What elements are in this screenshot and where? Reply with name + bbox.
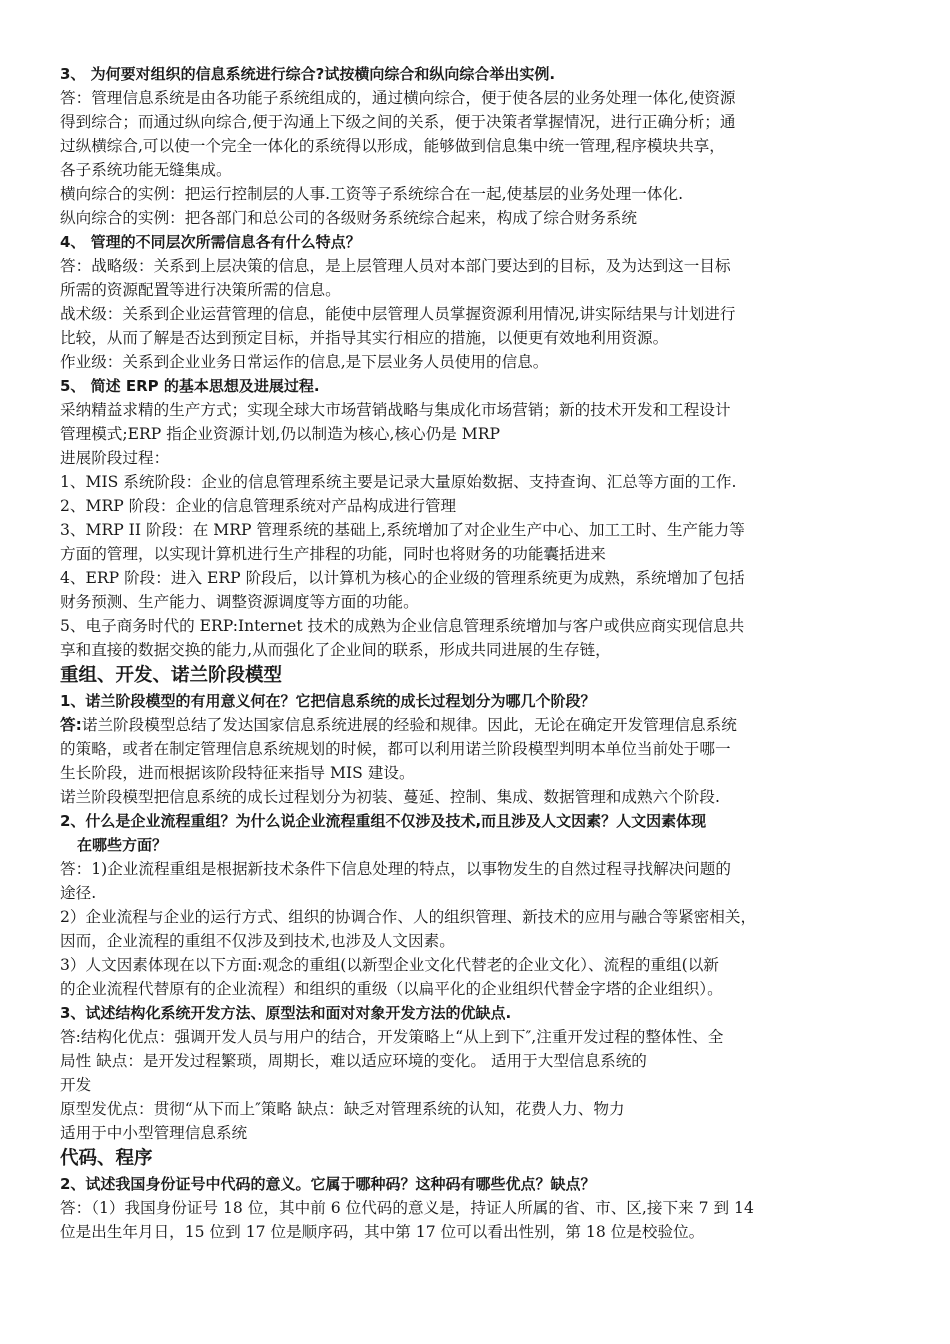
document-page bbox=[60, 62, 892, 1244]
text-line: 答：管理信息系统是由各功能子系统组成的，通过横向综合，便于使各层的业务处理一体化,使资源 bbox=[60, 89, 736, 107]
text-line: 的企业流程代替原有的企业流程）和组织的重级（以扁平化的企业组织代替金字塔的企业组织）。 bbox=[60, 980, 723, 998]
text-line: 答：（1）我国身份证号 18 位，其中前 6 位代码的意义是，持证人所属的省、市、区,接下来 7 到 14 bbox=[60, 1199, 754, 1217]
text-line: 答:结构化优点：强调开发人员与用户的结合，开发策略上“从上到下″,注重开发过程的整体性、全 bbox=[60, 1028, 724, 1046]
answer-text: 诺兰阶段模型总结了发达国家信息系统进展的经验和规律。因此，无论在确定开发管理信息系统 bbox=[81, 716, 737, 734]
text-line: 位是出生年月日，15 位到 17 位是顺序码，其中第 17 位可以看出性别，第 18 位是校验位。 bbox=[60, 1223, 705, 1241]
text-line: 因而，企业流程的重组不仅涉及到技术,也涉及人文因素。 bbox=[60, 932, 455, 950]
text-line: 5、电子商务时代的 ERP:Internet 技术的成熟为企业信息管理系统增加与客户或供应商实现信息共 bbox=[60, 617, 745, 635]
question-line: 1、诺兰阶段模型的有用意义何在？它把信息系统的成长过程划分为哪几个阶段？ bbox=[60, 692, 596, 710]
question-line: 3、 为何要对组织的信息系统进行综合?试按横向综合和纵向综合举出实例. bbox=[60, 65, 556, 83]
section-heading: 代码、程序 bbox=[60, 1148, 153, 1169]
text-line: 的策略，或者在制定管理信息系统规划的时候，都可以利用诺兰阶段模型判明本单位当前处于哪一 bbox=[60, 740, 731, 758]
text-line: 采纳精益求精的生产方式；实现全球大市场营销战略与集成化市场营销；新的技术开发和工程设计 bbox=[60, 401, 731, 419]
text-line: 1、MIS 系统阶段：企业的信息管理系统主要是记录大量原始数据、支持查询、汇总等方面的工作. bbox=[60, 473, 737, 491]
text-line: 适用于中小型管理信息系统 bbox=[60, 1124, 248, 1142]
text-line: 各子系统功能无缝集成。 bbox=[60, 161, 232, 179]
text-line: 所需的资源配置等进行决策所需的信息。 bbox=[60, 281, 341, 299]
text-line: 得到综合；而通过纵向综合,便于沟通上下级之间的关系，便于决策者掌握情况，进行正确分析；通 bbox=[60, 113, 736, 131]
question-line: 5、 简述 ERP 的基本思想及进展过程. bbox=[60, 377, 320, 395]
question-line: 4、 管理的不同层次所需信息各有什么特点？ bbox=[60, 233, 361, 251]
text-line: 管理模式;ERP 指企业资源计划,仍以制造为核心,核心仍是 MRP bbox=[60, 425, 500, 443]
question-line: 在哪些方面？ bbox=[77, 836, 168, 854]
text-line: 3）人文因素体现在以下方面:观念的重组(以新型企业文化代替老的企业文化）、流程的重组(以新 bbox=[60, 956, 719, 974]
text-line: 3、MRP II 阶段：在 MRP 管理系统的基础上,系统增加了对企业生产中心、加工工时、生产能力等 bbox=[60, 521, 745, 539]
text-line: 途径. bbox=[60, 884, 97, 902]
answer-line bbox=[60, 713, 892, 737]
text-line: 诺兰阶段模型把信息系统的成长过程划分为初装、蔓延、控制、集成、数据管理和成熟六个阶段. bbox=[60, 788, 720, 806]
text-line: 方面的管理，以实现计算机进行生产排程的功能，同时也将财务的功能囊括进来 bbox=[60, 545, 606, 563]
text-line: 战术级：关系到企业运营管理的信息，能使中层管理人员掌握资源利用情况,讲实际结果与计划进行 bbox=[60, 305, 736, 323]
text-line: 作业级：关系到企业业务日常运作的信息,是下层业务人员使用的信息。 bbox=[60, 353, 549, 371]
text-line: 纵向综合的实例：把各部门和总公司的各级财务系统综合起来，构成了综合财务系统 bbox=[60, 209, 637, 227]
text-line: 答：1)企业流程重组是根据新技术条件下信息处理的特点，以事物发生的自然过程寻找解决问题的 bbox=[60, 860, 731, 878]
question-line: 2、什么是企业流程重组？为什么说企业流程重组不仅涉及技术,而且涉及人文因素？人文因素体现 bbox=[60, 812, 707, 830]
text-line: 横向综合的实例：把运行控制层的人事.工资等子系统综合在一起,使基层的业务处理一体化. bbox=[60, 185, 684, 203]
text-line: 开发 bbox=[60, 1076, 92, 1094]
text-line: 进展阶段过程： bbox=[60, 449, 170, 467]
text-line: 财务预测、生产能力、调整资源调度等方面的功能。 bbox=[60, 593, 419, 611]
text-line: 局性 缺点：是开发过程繁琐，周期长，难以适应环境的变化。 适用于大型信息系统的 bbox=[60, 1052, 647, 1070]
text-line: 生长阶段，进而根据该阶段特征来指导 MIS 建设。 bbox=[60, 764, 415, 782]
text-line: 享和直接的数据交换的能力,从而强化了企业间的联系，形成共同进展的生存链， bbox=[60, 641, 611, 659]
text-line: 原型发优点：贯彻“从下而上″策略 缺点：缺乏对管理系统的认知，花费人力、物力 bbox=[60, 1100, 625, 1118]
question-line: 2、试述我国身份证号中代码的意义。它属于哪种码？这种码有哪些优点？缺点？ bbox=[60, 1175, 596, 1193]
text-line: 2、MRP 阶段：企业的信息管理系统对产品构成进行管理 bbox=[60, 497, 457, 515]
text-line: 答：战略级：关系到上层决策的信息，是上层管理人员对本部门要达到的目标，及为达到这一目标 bbox=[60, 257, 731, 275]
text-line: 4、ERP 阶段：进入 ERP 阶段后，以计算机为核心的企业级的管理系统更为成熟，系统增加了包括 bbox=[60, 569, 745, 587]
question-line: 3、试述结构化系统开发方法、原型法和面对对象开发方法的优缺点. bbox=[60, 1004, 512, 1022]
section-heading: 重组、开发、诺兰阶段模型 bbox=[60, 665, 283, 686]
text-line: 比较，从而了解是否达到预定目标，并指导其实行相应的措施，以便更有效地利用资源。 bbox=[60, 329, 669, 347]
answer-label: 答: bbox=[60, 716, 82, 734]
text-line: 2）企业流程与企业的运行方式、组织的协调合作、人的组织管理、新技术的应用与融合等紧密相关， bbox=[60, 908, 757, 926]
text-line: 过纵横综合,可以使一个完全一体化的系统得以形成，能够做到信息集中统一管理,程序模块共享， bbox=[60, 137, 725, 155]
